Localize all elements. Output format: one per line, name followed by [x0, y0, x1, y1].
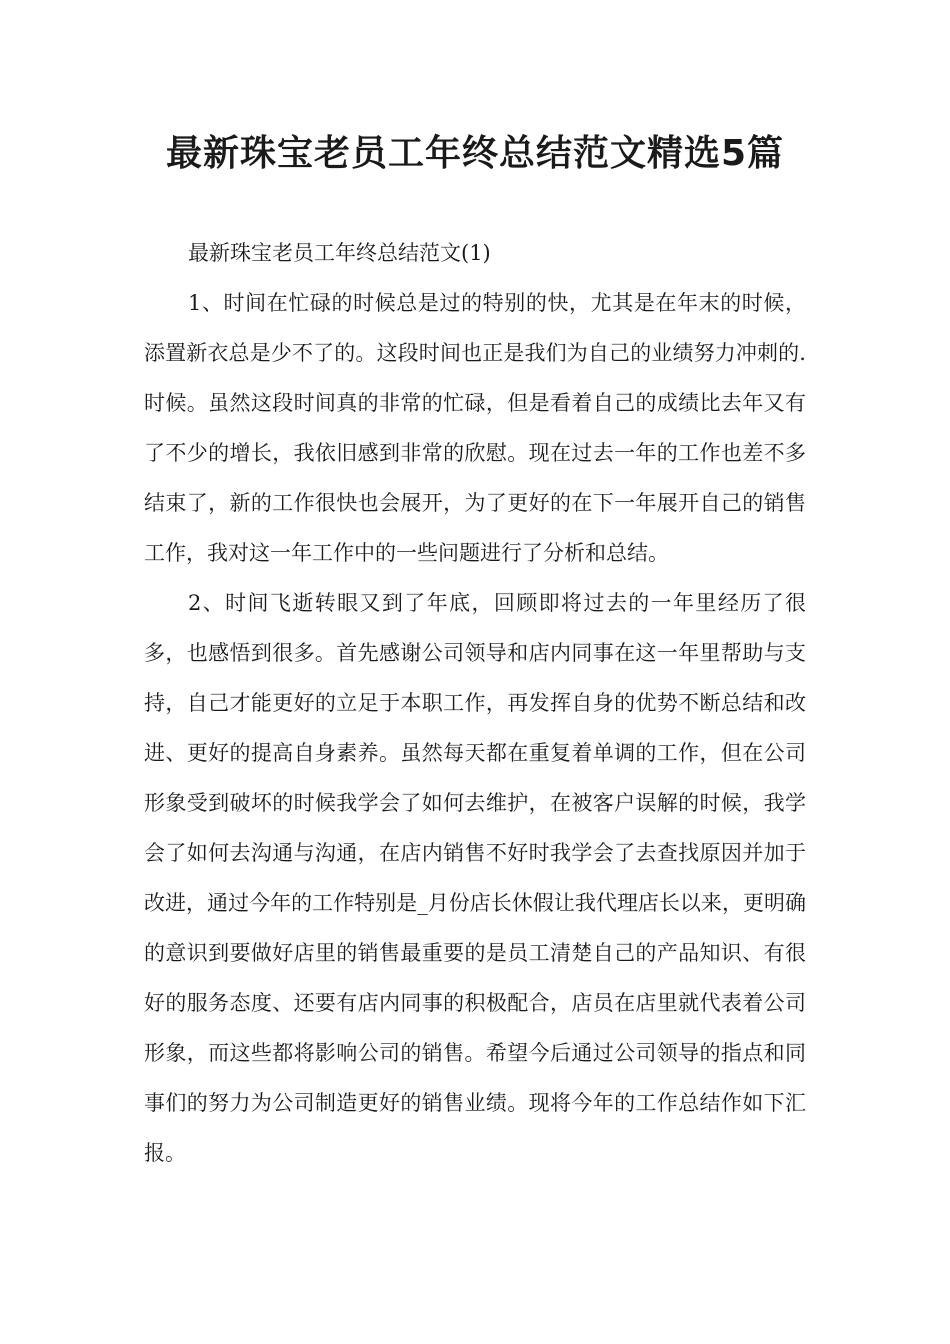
paragraph-2: 2、时间飞逝转眼又到了年底，回顾即将过去的一年里经历了很多，也感悟到很多。首先感谢公司领导和店内同事在这一年里帮助与支持，自己才能更好的立足于本职工作，再发挥自身的优势不断总结和改进、更好的提高自身素养。虽然每天都在重复着单调的工作，但在公司形象受到破坏的时候我学会了如何去维护，在被客户误解的时候，我学会了如何去沟通与沟通，在店内销售不好时我学会了去查找原因并加于改进，通过今年的工作特别是_月份店长休假让我代理店长以来，更明确的意识到要做好店里的销售最重要的是员工清楚自己的产品知识、有很好的服务态度、还要有店内同事的积极配合，店员在店里就代表着公司形象，而这些都将影响公司的销售。希望今后通过公司领导的指点和同事们的努力为公司制造更好的销售业绩。现将今年的工作总结作如下汇报。	[144, 591, 806, 1165]
document-title: 最新珠宝老员工年终总结范文精选5篇	[165, 133, 785, 174]
section-subheading: 最新珠宝老员工年终总结范文(1)	[188, 241, 491, 265]
document-body	[144, 228, 806, 1178]
paragraph-1: 1、时间在忙碌的时候总是过的特别的快，尤其是在年末的时候，添置新衣总是少不了的。这段时间也正是我们为自己的业绩努力冲刺的.时候。虽然这段时间真的非常的忙碌，但是看着自己的成绩比去年又有了不少的增长，我依旧感到非常的欣慰。现在过去一年的工作也差不多结束了，新的工作很快也会展开，为了更好的在下一年展开自己的销售工作，我对这一年工作中的一些问题进行了分析和总结。	[144, 291, 806, 565]
